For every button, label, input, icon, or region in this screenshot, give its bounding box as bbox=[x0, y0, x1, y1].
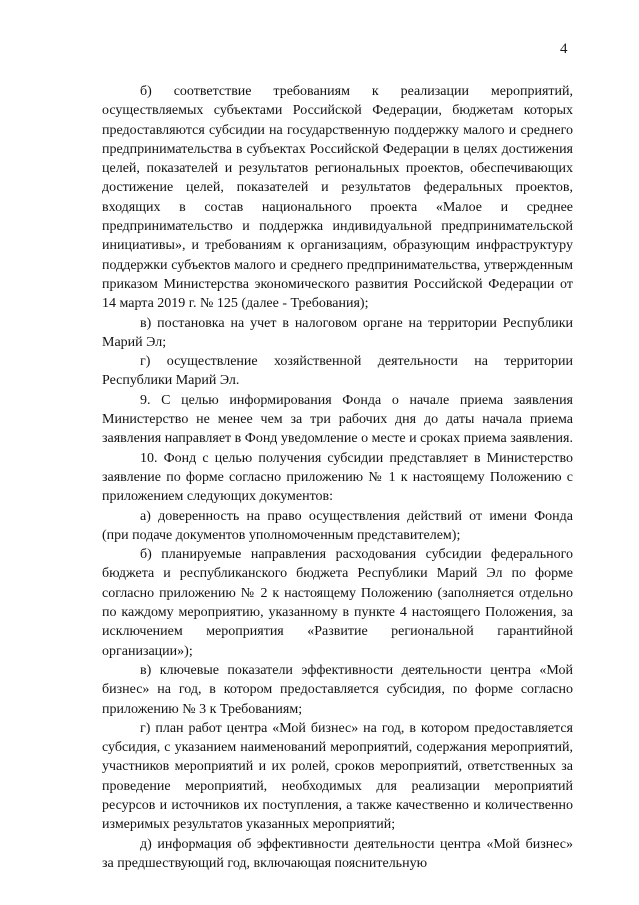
page-number: 4 bbox=[560, 41, 568, 57]
paragraph-a-power-of-attorney: а) доверенность на право осуществления действий от имени Фонда (при подаче документов уполномоченным представителем); bbox=[102, 508, 573, 543]
paragraph-9-notification: 9. С целью информирования Фонда о начале приема заявления Министерство не менее чем за три рабочих дня до даты начала приема заявления направляет в Фонд уведомление о месте и сроках приема заявления. bbox=[102, 392, 573, 447]
document-body bbox=[102, 82, 573, 873]
paragraph-g-work-plan: г) план работ центра «Мой бизнес» на год, в котором предоставляется субсидия, с указанием наименований мероприятий, содержания мероприятий, участников мероприятий и их ролей, сроков мероприятий, ответственных за проведение мероприятий, необходимых для реализации мероприятий ресурсов и источников их поступления, а также качественно и количественно измеримых результатов указанных мероприятий; bbox=[102, 720, 573, 833]
paragraph-d-efficiency-info: д) информация об эффективности деятельности центра «Мой бизнес» за предшествующий год, включающая пояснительную bbox=[102, 836, 573, 871]
paragraph-b-spending-directions: б) планируемые направления расходования субсидии федерального бюджета и республиканского бюджета Республики Марий Эл по форме согласно приложению № 2 к настоящему Положению (заполняется отдельно по каждому мероприятию, указанному в пункте 4 настоящего Положения, за исключением мероприятия «Развитие региональной гарантийной организации»); bbox=[102, 547, 573, 659]
paragraph-v-tax-registration: в) постановка на учет в налоговом органе на территории Республики Марий Эл; bbox=[102, 315, 573, 350]
paragraph-g-business-activity: г) осуществление хозяйственной деятельности на территории Республики Марий Эл. bbox=[102, 354, 573, 389]
paragraph-b-compliance: б) соответствие требованиям к реализации мероприятий, осуществляемых субъектами Российской Федерации, бюджетам которых предоставляются субсидии на государственную поддержку малого и среднего предпринимательства в субъектах Российской Федерации в целях достижения целей, показателей и результатов региональных проектов, обеспечивающих достижение целей, показателей и результатов федеральных проектов, входящих в состав национального проекта «Малое и среднее предпринимательство и поддержка индивидуальной предпринимательской инициативы», и требованиям к организациям, образующим инфраструктуру поддержки субъектов малого и среднего предпринимательства, утвержденным приказом Министерства экономического развития Российской Федерации от 14 марта 2019 г. № 125 (далее - Требования); bbox=[102, 84, 573, 312]
paragraph-10-application: 10. Фонд с целью получения субсидии представляет в Министерство заявление по форме согласно приложению № 1 к настоящему Положению с приложением следующих документов: bbox=[102, 450, 573, 505]
paragraph-v-key-indicators: в) ключевые показатели эффективности деятельности центра «Мой бизнес» на год, в котором предоставляется субсидия, по форме согласно приложению № 3 к Требованиям; bbox=[102, 662, 573, 717]
